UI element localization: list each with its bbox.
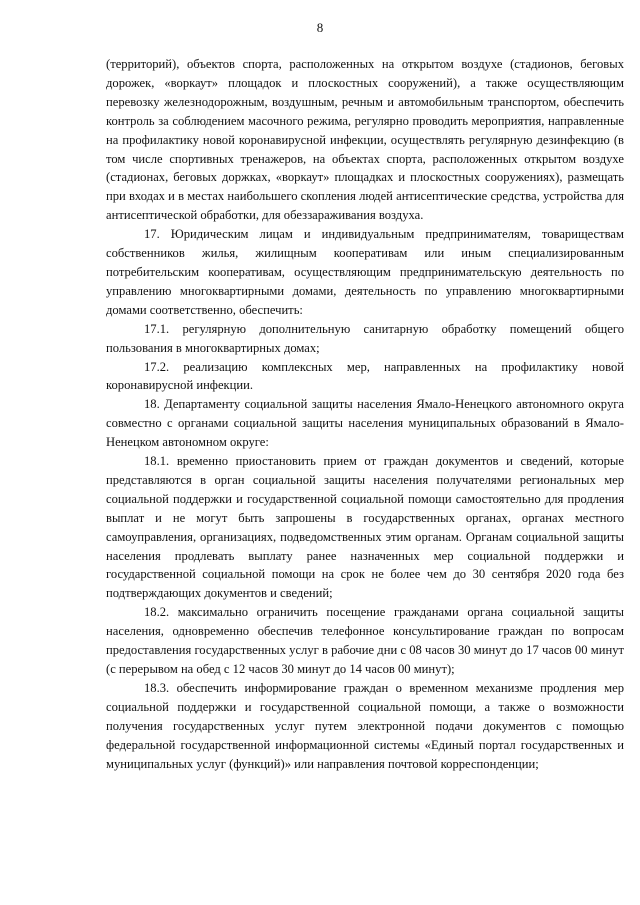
paragraph-17-1: 17.1. регулярную дополнительную санитарную обработку помещений общего пользования в многоквартирных домах; bbox=[106, 321, 624, 355]
paragraph-18-3: 18.3. обеспечить информирование граждан о временном механизме продления мер социальной поддержки и государственной социальной помощи, а также о возможности получения государственных услуг путем электронной подачи документов с помощью федеральной государственной информационной системы «Единый портал государственных и муниципальных услуг (функций)» или направления почтовой корреспонденции; bbox=[106, 680, 624, 771]
document-body bbox=[106, 55, 624, 773]
page-number: 8 bbox=[316, 20, 324, 35]
paragraph-17: 17. Юридическим лицам и индивидуальным предпринимателям, товариществам собственников жилья, жилищным кооперативам или иным специализированным потребительским кооперативам, осуществляющим предпринимательскую деятельность по управлению многоквартирными домами, деятельность по управлению многоквартирными домами соответственно, обеспечить: bbox=[106, 227, 624, 317]
paragraph-territories-continuation: (территорий), объектов спорта, расположенных на открытом воздухе (стадионов, беговых дорожек, «воркаут» площадок и плоскостных сооружений), а также осуществляющим перевозку железнодорожным, воздушным, речным и автомобильным транспортом, обеспечить контроль за соблюдением масочного режима, регулярно проводить мероприятия, направленные на профилактику новой коронавирусной инфекции, осуществлять регулярную дезинфекцию (в том числе спортивных тренажеров, на объектах спорта, расположенных открытом воздухе (стадионах, беговых доржках, «воркаут» площадках и плоскостных сооружениях), размещать при входах и в местах наибольшего скопления людей антисептические средства, устройства для антисептической обработки, для обеззараживания воздуха. bbox=[106, 57, 624, 223]
paragraph-18-2: 18.2. максимально ограничить посещение гражданами органа социальной защиты населения, одновременно обеспечив телефонное консультирование граждан по вопросам предоставления государственных услуг в рабочие дни с 08 часов 30 минут до 17 часов 00 минут (с перерывом на обед с 12 часов 30 минут до 14 часов 00 минут); bbox=[106, 605, 624, 676]
paragraph-18-1: 18.1. временно приостановить прием от граждан документов и сведений, которые представляются в орган социальной защиты населения получателями региональных мер социальной поддержки и государственной социальной помощи самостоятельно для продления выплат и не могут быть запрошены в государственных органах, органах местного самоуправления, организациях, подведомственных этим органам. Органам социальной защиты населения продлевать выплату ранее назначенных мер социальной поддержки и государственной социальной помощи на срок не более чем до 30 сентября 2020 года без подтверждающих документов и сведений; bbox=[106, 454, 624, 601]
paragraph-17-2: 17.2. реализацию комплексных мер, направленных на профилактику новой коронавирусной инфекции. bbox=[106, 359, 624, 393]
paragraph-18: 18. Департаменту социальной защиты населения Ямало-Ненецкого автономного округа совместно с органами социальной защиты населения муниципальных образований в Ямало-Ненецком автономном округе: bbox=[106, 397, 624, 450]
